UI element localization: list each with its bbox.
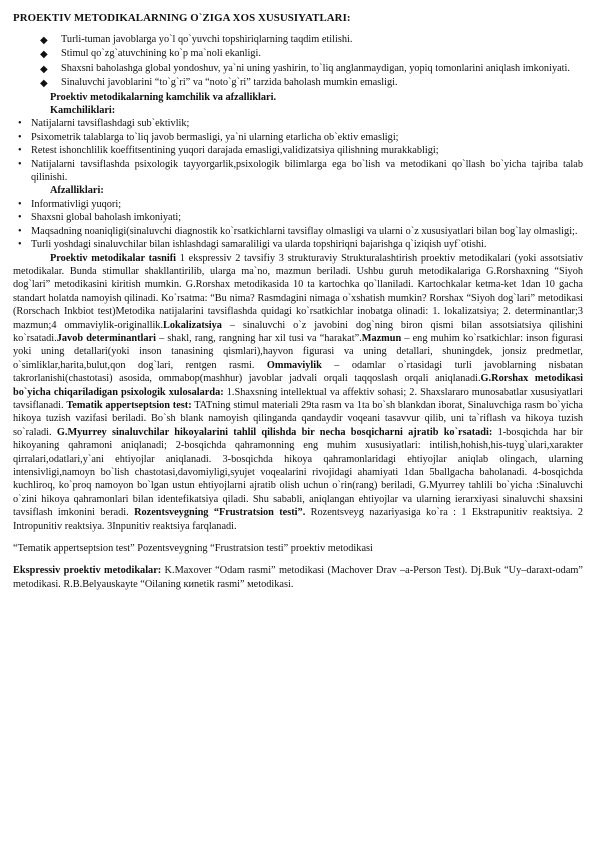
methods-line: “Tematik appertseptsion test” Pozentsveygning “Frustratsion testi” proektiv metodikasi [13,543,373,555]
diamond-bullet-icon: ◆ [40,63,48,75]
rosenzweig-term: Rozentsveygning “Frustratsion testi”. [134,507,306,519]
list-item: ◆ Turli-tuman javoblarga yo`l qo`yuvchi topshiriqlarning taqdim etilishi. [40,34,353,46]
list-item: ◆ Sinaluvchi javoblarini “to`g`ri” va “noto`g`ri” tarzida baholash mumkin emasligi. [40,77,398,90]
dot-bullet-icon: • [18,225,22,237]
list-item: • Natijalarni tavsiflashdagi sub`ektivlik; [18,118,190,130]
dot-bullet-icon: • [18,158,22,170]
tat-term: Tematik appertseptsion test: [66,399,192,411]
dot-bullet-icon: • [18,198,22,210]
expressive-methods-term: Ekspressiv proektiv metodikalar: [13,565,162,577]
features-list [13,33,583,90]
list-item: • Informativligi yuqori; [18,198,122,210]
list-item: • Maqsadning noaniqligi(sinaluvchi diagnostik ko`rsatkichlarni tavsiflay olmasligi va ularni o`z xususiyatlari bilan bog`lay olmasligi;. [18,225,578,237]
list-item: ◆ Shaxsni baholashga global yondoshuv, ya`ni uning yashirin, to`liq anglanmaydigan, yopiq tomonlarini aniqlash imkoniyati. [40,62,570,75]
diamond-bullet-icon: ◆ [40,78,48,90]
list-item: ◆ Stimul qo`zg`atuvchining ko`p ma`noli ekanligi. [40,48,261,61]
popularity-term: Ommaviylik [266,359,322,371]
dot-bullet-icon: • [18,118,22,130]
classification-heading: Proektiv metodikalar tasnifi [50,252,177,264]
determinants-term: Javob determinantlari [56,332,156,344]
advantages-list [13,198,583,252]
dot-bullet-icon: • [18,131,22,143]
final-paragraph: Ekspressiv proektiv metodikalar: K.Maxover “Odam rasmi” metodikasi (Machover Drav –a-Person Test). Dj.Buk “Uy–daraxt-odam” metodikasi. R.B.Belyauskayte “Oilaning киnetik rasmi” меtodikasi. [13,565,583,590]
content-term: Mazmun [361,332,402,344]
list-item: • Shaxsni global baholash imkoniyati; [18,212,182,224]
dot-bullet-icon: • [18,212,22,224]
dot-bullet-icon: • [18,239,22,251]
main-paragraph: Proektiv metodikalar tasnifi 1 ekspressiv 2 tavsifiy 3 strukturaviy Strukturalashtirish proektiv metodikalari (yoki assotsiativ metodikalar. Bunda stimullar shakllantirilib, ularga ma`no, mazmun beriladi. Ushbu guruh metodikalariga G.Rorshaxning “Siyoh dog`lari” metodikasini kiritish mumkin. G.Rorshax metodikasida 10 ta kartochka qo`llaniladi. Kartochkalar ketma-ket 1dan 10 gacha standart holatda namoyish qilinadi. Ko`rsatma: “Bu nima? Rasmdagini nimaga o`xshatish mumkin? Rorshax “Siyoh dog`lari” metodikasi (Rorschach Inkbiot test)Metodika natijalarini tavsiflashda quidagi ko`rsatkichlar inobatga olinadi: 1. lokalizatsiya; 2. determinantlar;3 mazmun;4 ommaviylik-originallik.Lokalizatsiya – sinaluvchi o`z javobini dog`ning biron qismi bilan assotsiatsiya qilishini ko`rsatadi.Javob determinantlari – shakl, rang, rangning har xil tusi va “harakat”.Mazmun – eng muhim ko`rsatkichlar: inson figurasi yoki uning detallari(yoki inson tanasining qismlari),hayvon figurasi va uning detallari, shuningdek, jonsiz predmetlar, o`simliklar,harita,bulut,qon dog`lari, rentgen rasmi. Ommaviylik – odamlar o`rtasidagi turli javoblarning nisbatan takrorlanishi(chastotasi) asosida, ommabop(mashhur) javoblar jadvali orqali taqqoslash orqali aniqlanadi.G.Rorshax metodikasi bo`yicha chiqariladigan psixologik xulosalarda: 1.Shaxsning intellektual va affektiv sohasi; 2. Shaxslararo munosabatlar xususiyatlari tavsiflanadi. Tematik appertseptsion test: TATning stimul materiali 29ta rasm va 1ta bo`sh blankdan iborat, Sinaluvchiga rasm bo`yicha hikoya tuzish vazifasi beriladi. Bo`sh blank namoyish qilinganda qandaydir voqeani tasavvur qilib, uni ta`riflash va hikoya tuzish so`raladi. G.Myurrey sinaluvchilar hikoyalarini tahlil qilishda bir necha bosqicharni ajratib ko`rsatadi: 1-bosqichda har bir hikoyaning qahramoni aniqlanadi; 2-bosqichda qahramonning eng muhim xususiyatlari: intilish,hohish,his-tuyg`ulari,xarakter qirralari,odatlari,y`ani ehtiyojlar aniqlanadi. 3-bosqichda hikoya qahramonlaridagi ehtiyojlar aniqlab olingach, ularning intensivligi,namoyn bo`lish chastotasi,davomiyligi,syujet voqealarini rivojidagi ahamiyati 1dan 5ballgacha baholanadi. 4-bosqichda kuchliroq, ko`proq namoyon bo`lgan ustun ehtiyojlarni ajratib olish uchun o`rin(rang) beriladi, G.Myurrey tahlili bo`yicha :Sinaluvchi o`zini hikoya qahramonlari bilan identefikatsiya qiladi. Shu sababli, aniqlangan ehtiyojlar va ularning ierarxiyasi sinaluvchi shaxsini tavsiflash imkonini beradi. Rozentsveygning “Frustratsion testi”. Rozentsveyg nazariyasiga ko`ra : 1 Ekstrapunitiv reaktsiya. 2 Intropunitiv reaktsiya. 3Inpunitiv reaktsiya farqlanadi. [13,252,584,532]
list-item: • Retest ishonchlilik koeffitsentining yuqori darajada emasligi,validizatsiya qilishning murakkabligi; [18,145,439,157]
rorschach-conclusions-term: G.Rorshax metodikasi bo`yicha chiqariladigan psixologik xulosalarda: [13,373,583,398]
advantages-heading: Afzalliklari: [50,185,104,197]
diamond-bullet-icon: ◆ [40,35,48,46]
list-item: • Natijalarni tavsiflashda psixologik tayyorgarlik,psixologik bilimlarga ega bo`lish va metodikani qo`llash bo`yicha tajriba talab qilinishi. [18,158,583,184]
localization-term: Lokalizatsiya [163,319,222,331]
page-title: PROEKTIV METODIKALARNING O`ZIGA XOS XUSUSIYATLARI: [13,12,351,24]
murray-stages-term: G.Myurrey sinaluvchilar hikoyalarini tahlil qilishda bir necha bosqicharni ajratib ko`rsatadi: [56,426,493,438]
deficiencies-heading: Kamchiliklari: [50,105,116,117]
deficiencies-list [13,117,583,184]
section-heading: Proektiv metodikalarning kamchilik va afzalliklari. [50,91,277,103]
list-item: • Turli yoshdagi sinaluvchilar bilan ishlashdagi samaraliligi va ularda topshiriqni bajarishga q`iziqish uyf`otishi. [18,239,487,251]
list-item: • Psixometrik talablarga to`liq javob bermasligi, ya`ni ularning etarlicha ob`ektiv emasligi; [18,131,399,143]
dot-bullet-icon: • [18,145,22,157]
diamond-bullet-icon: ◆ [40,49,48,61]
